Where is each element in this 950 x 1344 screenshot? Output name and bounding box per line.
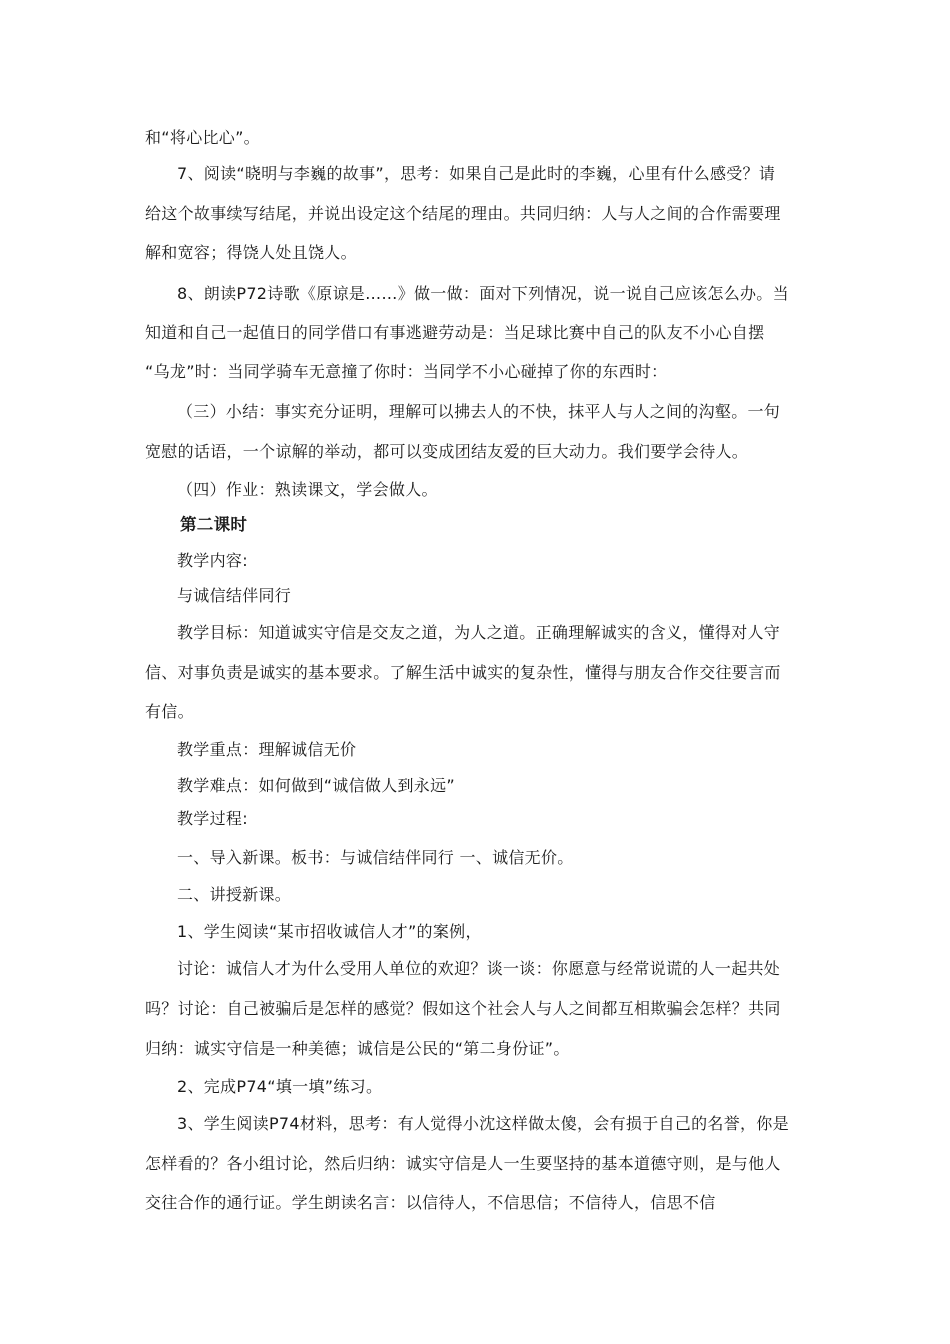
text-line: 与诚信结伴同行 <box>177 586 292 605</box>
text-line: 教学过程: <box>177 809 248 828</box>
text-line: 解和宽容；得饶人处且饶人。 <box>145 243 357 262</box>
text-line: （三）小结：事实充分证明，理解可以拂去人的不快，抹平人与人之间的沟壑。一句 <box>177 402 781 421</box>
text-line: 教学难点：如何做到“诚信做人到永远” <box>177 776 455 795</box>
text-line: 信、对事负责是诚实的基本要求。了解生活中诚实的复杂性，懂得与朋友合作交往要言而 <box>145 663 781 682</box>
text-line: “乌龙”时：当同学骑车无意撞了你时：当同学不小心碰掉了你的东西时： <box>145 362 668 381</box>
text-line: 一、导入新课。板书：与诚信结伴同行 一、诚信无价。 <box>177 848 574 867</box>
text-line: 给这个故事续写结尾，并说出设定这个结尾的理由。共同归纳：人与人之间的合作需要理 <box>145 204 781 223</box>
text-line: 有信。 <box>145 702 194 721</box>
text-line: 3、学生阅读P74材料，思考：有人觉得小沈这样做太傻，会有损于自己的名誉，你是 <box>177 1114 789 1133</box>
text-line: 讨论：诚信人才为什么受用人单位的欢迎？谈一谈：你愿意与经常说谎的人一起共处 <box>177 959 781 978</box>
text-line: 归纳：诚实守信是一种美德；诚信是公民的“第二身份证”。 <box>145 1039 570 1058</box>
text-line: （四）作业：熟读课文，学会做人。 <box>177 480 438 499</box>
text-line: 1、学生阅读“某市招收诚信人才”的案例， <box>177 922 482 941</box>
text-line: 和“将心比心”。 <box>145 128 260 147</box>
text-line: 2、完成P74“填一填”练习。 <box>177 1077 383 1096</box>
text-line: 7、阅读“晓明与李巍的故事”，思考：如果自己是此时的李巍，心里有什么感受？请 <box>177 164 776 183</box>
text-line: 吗？讨论：自己被骗后是怎样的感觉？假如这个社会人与人之间都互相欺骗会怎样？共同 <box>145 999 781 1018</box>
text-line: 怎样看的？各小组讨论，然后归纳：诚实守信是人一生要坚持的基本道德守则，是与他人 <box>145 1154 781 1173</box>
text-line: 知道和自己一起值日的同学借口有事逃避劳动是：当足球比赛中自己的队友不小心自摆 <box>145 323 765 342</box>
section-heading: 第二课时 <box>180 515 248 534</box>
text-line: 教学重点：理解诚信无价 <box>177 740 357 759</box>
text-line: 教学目标：知道诚实守信是交友之道，为人之道。正确理解诚实的含义，懂得对人守 <box>177 623 781 642</box>
text-line: 8、朗读P72诗歌《原谅是……》做一做：面对下列情况，说一说自己应该怎么办。当 <box>177 284 789 303</box>
text-line: 教学内容: <box>177 551 248 570</box>
text-line: 交往合作的通行证。学生朗读名言：以信待人，不信思信；不信待人，信思不信 <box>145 1193 716 1212</box>
text-line: 二、讲授新课。 <box>177 885 292 904</box>
text-line: 宽慰的话语，一个谅解的举动，都可以变成团结友爱的巨大动力。我们要学会待人。 <box>145 442 749 461</box>
